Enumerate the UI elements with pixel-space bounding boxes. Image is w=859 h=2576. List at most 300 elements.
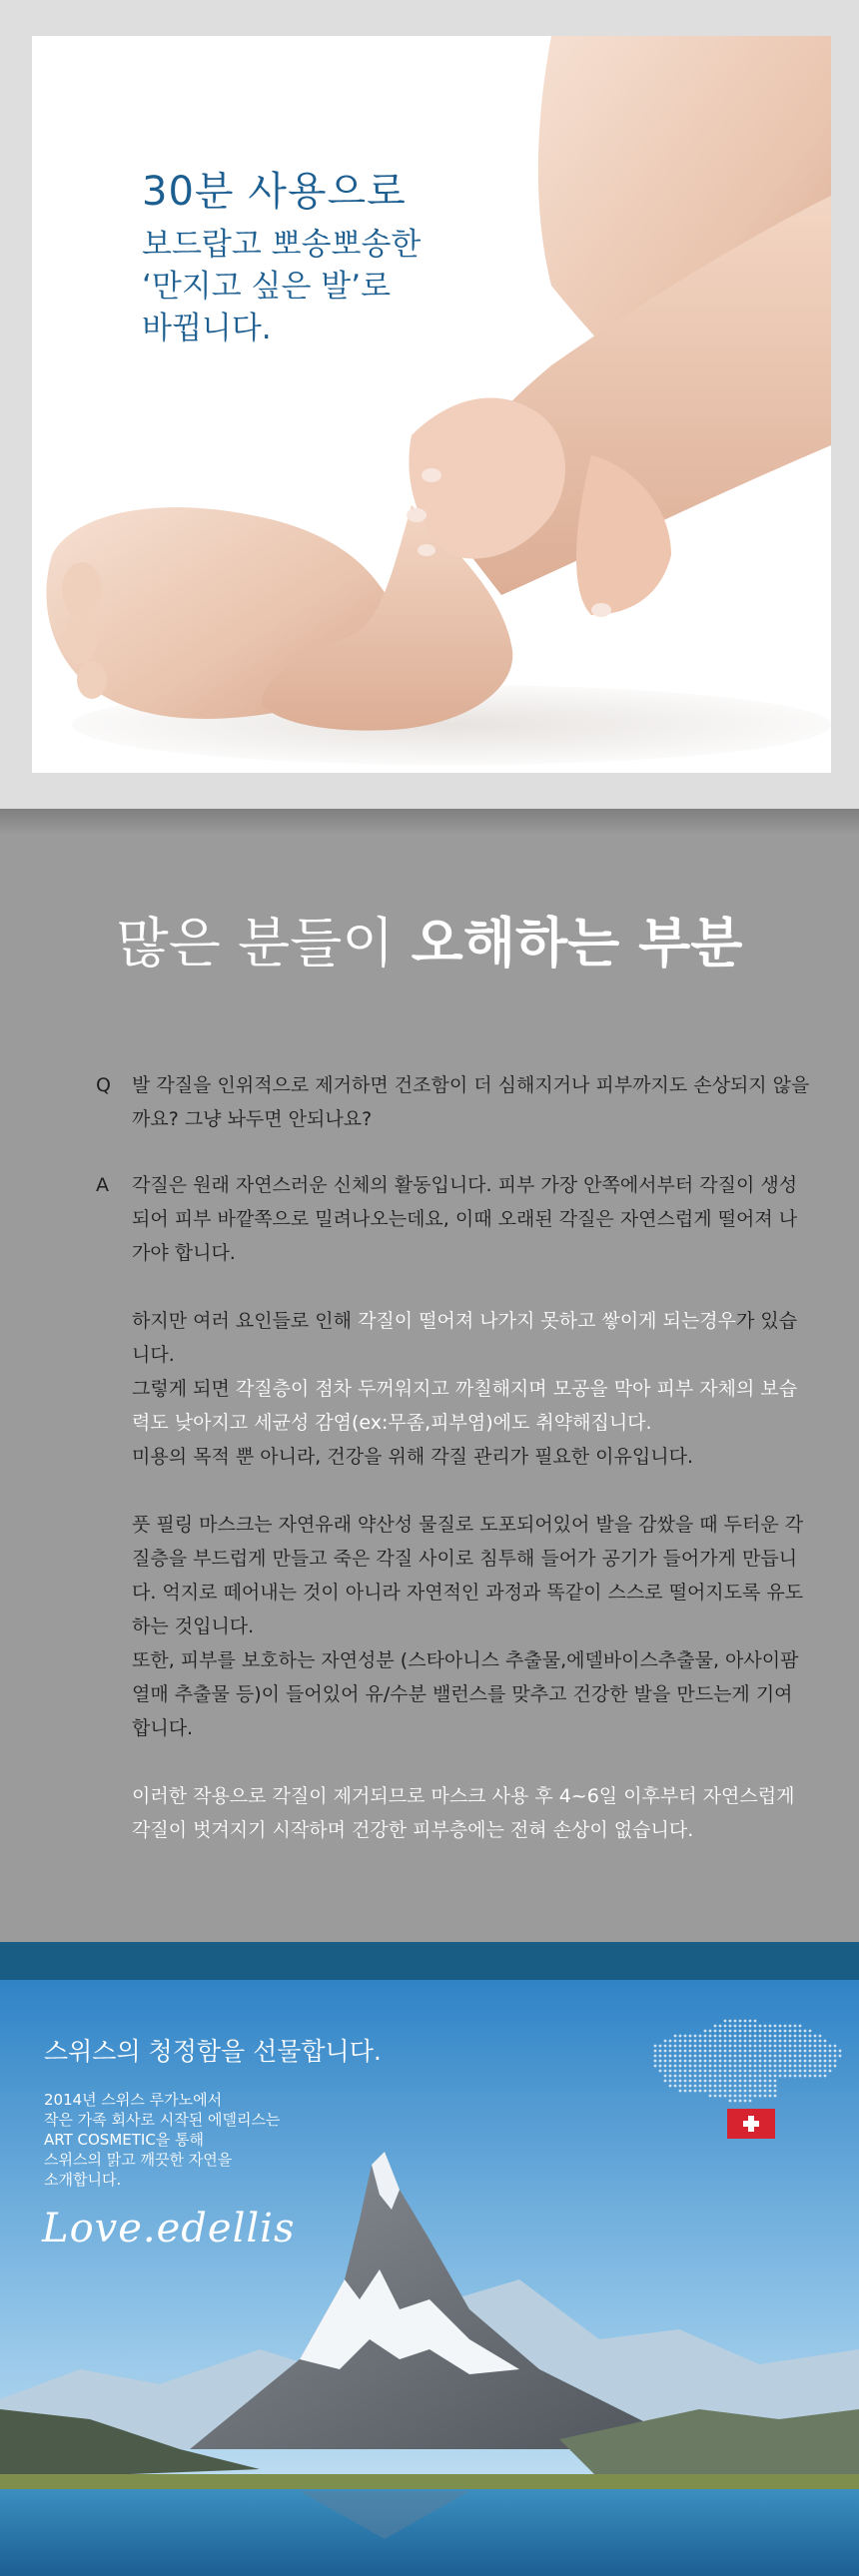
map-dot bbox=[709, 2045, 712, 2048]
map-dot bbox=[694, 2055, 697, 2058]
map-dot bbox=[684, 2045, 687, 2048]
map-dot bbox=[694, 2085, 697, 2088]
map-dot bbox=[754, 2020, 757, 2023]
map-dot bbox=[744, 2025, 747, 2028]
map-dot bbox=[719, 2045, 722, 2048]
map-dot bbox=[669, 2060, 672, 2063]
map-dot bbox=[749, 2095, 752, 2098]
map-dot bbox=[759, 2030, 762, 2033]
map-dot bbox=[744, 2055, 747, 2058]
map-dot bbox=[724, 2035, 727, 2038]
map-dot bbox=[744, 2040, 747, 2043]
map-dot bbox=[734, 2040, 737, 2043]
map-dot bbox=[759, 2025, 762, 2028]
map-dot bbox=[704, 2085, 707, 2088]
map-dot bbox=[719, 2030, 722, 2033]
map-dot bbox=[799, 2075, 802, 2078]
map-dot bbox=[729, 2070, 732, 2073]
map-dot bbox=[729, 2020, 732, 2023]
map-dot bbox=[814, 2065, 817, 2068]
map-dot bbox=[704, 2060, 707, 2063]
map-dot bbox=[789, 2055, 792, 2058]
map-dot bbox=[744, 2050, 747, 2053]
map-dot bbox=[774, 2055, 777, 2058]
answer-paragraph: 또한, 피부를 보호하는 자연성분 (스타아니스 추출물,에델바이스추출물, 아사이팜 열매 추출물 등)이 들어있어 유/수분 밸런스를 맞추고 건강한 발을 만드는게 기여 합니다. bbox=[132, 1649, 799, 1739]
map-dot bbox=[689, 2075, 692, 2078]
map-dot bbox=[699, 2055, 702, 2058]
map-dot bbox=[729, 2085, 732, 2088]
map-dot bbox=[714, 2070, 717, 2073]
map-dot bbox=[764, 2095, 767, 2098]
map-dot bbox=[754, 2035, 757, 2038]
map-dot bbox=[684, 2055, 687, 2058]
map-dot bbox=[759, 2065, 762, 2068]
map-dot bbox=[694, 2075, 697, 2078]
map-dot bbox=[714, 2095, 717, 2098]
map-dot bbox=[824, 2050, 827, 2053]
map-dot bbox=[754, 2030, 757, 2033]
map-dot bbox=[679, 2055, 682, 2058]
map-dot bbox=[684, 2085, 687, 2088]
map-dot bbox=[689, 2065, 692, 2068]
map-dot bbox=[734, 2055, 737, 2058]
map-dot bbox=[779, 2060, 782, 2063]
map-dot bbox=[764, 2050, 767, 2053]
map-dot bbox=[814, 2045, 817, 2048]
map-dot bbox=[794, 2040, 797, 2043]
map-dot bbox=[784, 2045, 787, 2048]
map-dot bbox=[764, 2065, 767, 2068]
map-dot bbox=[754, 2070, 757, 2073]
map-dot bbox=[679, 2070, 682, 2073]
map-dot bbox=[714, 2075, 717, 2078]
map-dot bbox=[729, 2095, 732, 2098]
map-dot bbox=[799, 2050, 802, 2053]
map-dot bbox=[794, 2050, 797, 2053]
faq-title bbox=[0, 909, 859, 978]
map-dot bbox=[804, 2050, 807, 2053]
map-dot bbox=[794, 2030, 797, 2033]
map-dot bbox=[804, 2055, 807, 2058]
map-dot bbox=[799, 2035, 802, 2038]
answer-paragraph-highlight: 이러한 작용으로 각질이 제거되므로 마스크 사용 후 4~6일 이후부터 자연스럽게 각질이 벗겨지기 시작하며 건강한 피부층에는 전혀 손상이 없습니다. bbox=[132, 1785, 795, 1841]
hero-line-2: 보드랍고 뽀송뽀송한 bbox=[142, 227, 422, 263]
question-mark-label: Q bbox=[96, 1074, 111, 1096]
answer-text bbox=[132, 1168, 811, 1847]
map-dot bbox=[704, 2040, 707, 2043]
map-dot bbox=[784, 2035, 787, 2038]
map-dot bbox=[759, 2090, 762, 2093]
map-dot bbox=[724, 2085, 727, 2088]
map-dot bbox=[764, 2055, 767, 2058]
map-dot bbox=[669, 2040, 672, 2043]
map-dot bbox=[704, 2050, 707, 2053]
map-dot bbox=[764, 2035, 767, 2038]
map-dot bbox=[744, 2075, 747, 2078]
map-dot bbox=[754, 2045, 757, 2048]
map-dot bbox=[694, 2045, 697, 2048]
feet-image bbox=[32, 36, 831, 773]
map-dot bbox=[739, 2085, 742, 2088]
map-dot bbox=[719, 2065, 722, 2068]
map-dot bbox=[719, 2095, 722, 2098]
map-dot bbox=[739, 2070, 742, 2073]
map-dot bbox=[749, 2040, 752, 2043]
map-dot bbox=[724, 2080, 727, 2083]
map-dot bbox=[819, 2075, 822, 2078]
map-dot bbox=[684, 2060, 687, 2063]
answer-paragraph: 풋 필링 마스크는 자연유래 약산성 물질로 도포되어있어 발을 감쌌을 때 두터운 각질층을 부드럽게 만들고 죽은 각질 사이로 침투해 들어가 공기가 들어가게 만듭니다. 억지로 떼어내는 것이 아니라 자연적인 과정과 똑같이 스스로 떨어지도록 유도하는 것입니다. bbox=[132, 1514, 804, 1637]
map-dot bbox=[684, 2035, 687, 2038]
map-dot bbox=[724, 2095, 727, 2098]
map-dot bbox=[654, 2060, 657, 2063]
map-dot bbox=[729, 2060, 732, 2063]
map-dot bbox=[794, 2045, 797, 2048]
map-dot bbox=[729, 2075, 732, 2078]
map-dot bbox=[674, 2060, 677, 2063]
map-dot bbox=[669, 2055, 672, 2058]
map-dot bbox=[769, 2075, 772, 2078]
map-dot bbox=[684, 2090, 687, 2093]
map-dot bbox=[749, 2085, 752, 2088]
map-dot bbox=[694, 2065, 697, 2068]
map-dot bbox=[714, 2045, 717, 2048]
map-dot bbox=[674, 2035, 677, 2038]
highlight-text: 각질층이 점차 두꺼워지고 까칠해지며 모공을 막아 피부 자체의 보습력도 낮아지고 세균성 감염(ex:무좀,피부염)에도 취약해집니다. bbox=[132, 1378, 798, 1434]
map-dot bbox=[799, 2065, 802, 2068]
map-dot bbox=[709, 2050, 712, 2053]
map-dot bbox=[669, 2065, 672, 2068]
map-dot bbox=[679, 2090, 682, 2093]
map-dot bbox=[754, 2025, 757, 2028]
answer-paragraph: 하지만 여러 요인들로 인해 각질이 떨어져 나가지 못하고 쌓이게 되는경우가 있습니다. bbox=[132, 1310, 798, 1366]
map-dot bbox=[739, 2040, 742, 2043]
map-dot bbox=[754, 2075, 757, 2078]
map-dot bbox=[719, 2050, 722, 2053]
map-dot bbox=[754, 2060, 757, 2063]
map-dot bbox=[724, 2090, 727, 2093]
map-dot bbox=[679, 2075, 682, 2078]
map-dot bbox=[824, 2070, 827, 2073]
map-dot bbox=[744, 2060, 747, 2063]
map-dot bbox=[699, 2045, 702, 2048]
map-dot bbox=[724, 2025, 727, 2028]
map-dot bbox=[739, 2050, 742, 2053]
map-dot bbox=[789, 2025, 792, 2028]
map-dot bbox=[689, 2045, 692, 2048]
map-dot bbox=[679, 2050, 682, 2053]
highlight-text: 각질이 떨어져 나가지 못하고 쌓이게 되는경우 bbox=[358, 1310, 736, 1332]
map-dot bbox=[714, 2090, 717, 2093]
map-dot bbox=[749, 2030, 752, 2033]
map-dot bbox=[834, 2060, 837, 2063]
map-dot bbox=[694, 2080, 697, 2083]
hero-line-1: 30분 사용으로 bbox=[142, 169, 407, 215]
map-dot bbox=[774, 2050, 777, 2053]
map-dot bbox=[754, 2095, 757, 2098]
map-dot bbox=[779, 2065, 782, 2068]
map-dot bbox=[774, 2060, 777, 2063]
map-dot bbox=[759, 2080, 762, 2083]
map-dot bbox=[804, 2030, 807, 2033]
map-dot bbox=[664, 2060, 667, 2063]
map-dot bbox=[679, 2040, 682, 2043]
map-dot bbox=[724, 2075, 727, 2078]
map-dot bbox=[799, 2025, 802, 2028]
map-dot bbox=[739, 2075, 742, 2078]
map-dot bbox=[714, 2040, 717, 2043]
map-dot bbox=[819, 2055, 822, 2058]
map-dot bbox=[739, 2060, 742, 2063]
map-dot bbox=[769, 2060, 772, 2063]
map-dot bbox=[664, 2080, 667, 2083]
map-dot bbox=[779, 2070, 782, 2073]
map-dot bbox=[819, 2050, 822, 2053]
map-dot bbox=[659, 2045, 662, 2048]
map-dot bbox=[784, 2070, 787, 2073]
map-dot bbox=[654, 2055, 657, 2058]
map-dot bbox=[774, 2090, 777, 2093]
map-dot bbox=[824, 2040, 827, 2043]
map-dot bbox=[719, 2035, 722, 2038]
map-dot bbox=[674, 2050, 677, 2053]
map-dot bbox=[699, 2065, 702, 2068]
map-dot bbox=[809, 2065, 812, 2068]
map-dot bbox=[714, 2025, 717, 2028]
map-dot bbox=[724, 2050, 727, 2053]
map-dot bbox=[664, 2070, 667, 2073]
hero-line-3: ‘만지고 싶은 발’로 bbox=[142, 269, 392, 305]
map-dot bbox=[704, 2080, 707, 2083]
map-dot bbox=[724, 2060, 727, 2063]
map-dot bbox=[804, 2075, 807, 2078]
map-dot bbox=[744, 2080, 747, 2083]
map-dot bbox=[734, 2100, 737, 2103]
map-dot bbox=[824, 2060, 827, 2063]
map-dot bbox=[749, 2045, 752, 2048]
map-dot bbox=[689, 2085, 692, 2088]
map-dot bbox=[734, 2045, 737, 2048]
map-dot bbox=[674, 2075, 677, 2078]
map-dot bbox=[764, 2075, 767, 2078]
map-dot bbox=[784, 2030, 787, 2033]
map-dot bbox=[809, 2040, 812, 2043]
map-dot bbox=[759, 2035, 762, 2038]
map-dot bbox=[709, 2080, 712, 2083]
map-dot bbox=[734, 2050, 737, 2053]
swiss-flag-icon bbox=[727, 2109, 775, 2139]
map-dot bbox=[754, 2090, 757, 2093]
map-dot bbox=[774, 2045, 777, 2048]
map-dot bbox=[689, 2080, 692, 2083]
map-dot bbox=[819, 2045, 822, 2048]
map-dot bbox=[689, 2090, 692, 2093]
map-dot bbox=[814, 2040, 817, 2043]
map-dot bbox=[829, 2065, 832, 2068]
map-dot bbox=[729, 2080, 732, 2083]
map-dot bbox=[784, 2075, 787, 2078]
map-dot bbox=[794, 2060, 797, 2063]
map-dot bbox=[739, 2095, 742, 2098]
map-dot bbox=[684, 2050, 687, 2053]
map-dot bbox=[674, 2045, 677, 2048]
map-dot bbox=[779, 2075, 782, 2078]
map-dot bbox=[689, 2070, 692, 2073]
map-dot bbox=[669, 2070, 672, 2073]
map-dot bbox=[834, 2045, 837, 2048]
map-dot bbox=[834, 2065, 837, 2068]
map-dot bbox=[799, 2030, 802, 2033]
map-dot bbox=[789, 2035, 792, 2038]
map-dot bbox=[834, 2050, 837, 2053]
map-dot bbox=[809, 2075, 812, 2078]
map-dot bbox=[774, 2065, 777, 2068]
map-dot bbox=[794, 2035, 797, 2038]
map-dot bbox=[784, 2025, 787, 2028]
map-dot bbox=[704, 2065, 707, 2068]
map-dot bbox=[754, 2085, 757, 2088]
faq-section bbox=[0, 809, 859, 1942]
map-dot bbox=[754, 2040, 757, 2043]
map-dot bbox=[709, 2060, 712, 2063]
map-dot bbox=[749, 2020, 752, 2023]
map-dot bbox=[764, 2070, 767, 2073]
map-dot bbox=[709, 2075, 712, 2078]
map-dot bbox=[654, 2065, 657, 2068]
map-dot bbox=[734, 2035, 737, 2038]
map-dot bbox=[734, 2065, 737, 2068]
map-dot bbox=[744, 2090, 747, 2093]
map-dot bbox=[749, 2080, 752, 2083]
map-dot bbox=[704, 2070, 707, 2073]
map-dot bbox=[719, 2055, 722, 2058]
map-dot bbox=[714, 2065, 717, 2068]
map-dot bbox=[744, 2020, 747, 2023]
map-dot bbox=[709, 2055, 712, 2058]
map-dot bbox=[729, 2090, 732, 2093]
map-dot bbox=[794, 2055, 797, 2058]
map-dot bbox=[739, 2100, 742, 2103]
map-dot bbox=[799, 2055, 802, 2058]
map-dot bbox=[729, 2055, 732, 2058]
map-dot bbox=[779, 2040, 782, 2043]
map-dot bbox=[784, 2055, 787, 2058]
map-dot bbox=[669, 2075, 672, 2078]
map-dot bbox=[744, 2095, 747, 2098]
map-dot bbox=[769, 2065, 772, 2068]
map-dot bbox=[759, 2050, 762, 2053]
map-dot bbox=[754, 2055, 757, 2058]
map-dot bbox=[824, 2075, 827, 2078]
map-dot bbox=[809, 2045, 812, 2048]
map-dot bbox=[659, 2055, 662, 2058]
map-dot bbox=[749, 2060, 752, 2063]
map-dot bbox=[804, 2070, 807, 2073]
map-dot bbox=[789, 2065, 792, 2068]
map-dot bbox=[704, 2035, 707, 2038]
map-dot bbox=[734, 2085, 737, 2088]
map-dot bbox=[804, 2060, 807, 2063]
map-dot bbox=[759, 2040, 762, 2043]
map-dot bbox=[779, 2045, 782, 2048]
map-dot bbox=[819, 2035, 822, 2038]
map-dot bbox=[804, 2045, 807, 2048]
map-dot bbox=[789, 2045, 792, 2048]
map-dot bbox=[659, 2060, 662, 2063]
map-dot bbox=[704, 2055, 707, 2058]
map-dot bbox=[774, 2070, 777, 2073]
map-dot bbox=[719, 2075, 722, 2078]
map-dot bbox=[679, 2085, 682, 2088]
map-dot bbox=[719, 2040, 722, 2043]
map-dot bbox=[654, 2045, 657, 2048]
map-dot bbox=[789, 2070, 792, 2073]
map-dot bbox=[699, 2035, 702, 2038]
map-dot bbox=[699, 2075, 702, 2078]
map-dot bbox=[764, 2090, 767, 2093]
map-dot bbox=[719, 2025, 722, 2028]
map-dot bbox=[659, 2070, 662, 2073]
map-dot bbox=[759, 2075, 762, 2078]
map-dot bbox=[779, 2055, 782, 2058]
map-dot bbox=[714, 2050, 717, 2053]
map-dot bbox=[729, 2050, 732, 2053]
map-dot bbox=[734, 2095, 737, 2098]
map-dot bbox=[814, 2055, 817, 2058]
map-dot bbox=[694, 2035, 697, 2038]
swiss-title: 스위스의 청정함을 선물합니다. bbox=[44, 2037, 382, 2066]
map-dot bbox=[749, 2070, 752, 2073]
map-dot bbox=[799, 2060, 802, 2063]
map-dot bbox=[719, 2070, 722, 2073]
map-dot bbox=[814, 2050, 817, 2053]
map-dot bbox=[744, 2030, 747, 2033]
map-dot bbox=[669, 2085, 672, 2088]
map-dot bbox=[829, 2050, 832, 2053]
map-dot bbox=[724, 2065, 727, 2068]
map-dot bbox=[749, 2035, 752, 2038]
map-dot bbox=[814, 2035, 817, 2038]
map-dot bbox=[714, 2030, 717, 2033]
map-dot bbox=[739, 2035, 742, 2038]
map-dot bbox=[769, 2095, 772, 2098]
map-dot bbox=[699, 2060, 702, 2063]
map-dot bbox=[824, 2065, 827, 2068]
map-dot bbox=[694, 2060, 697, 2063]
hero-card bbox=[32, 36, 831, 773]
map-dot bbox=[759, 2045, 762, 2048]
map-dot bbox=[749, 2025, 752, 2028]
map-dot bbox=[709, 2040, 712, 2043]
map-dot bbox=[684, 2075, 687, 2078]
swiss-description: 2014년 스위스 루가노에서 작은 가족 회사로 시작된 에델리스는 ART COSMETIC을 통해 스위스의 맑고 깨끗한 자연을 소개합니다. bbox=[44, 2091, 281, 2189]
map-dot bbox=[689, 2060, 692, 2063]
map-dot bbox=[809, 2070, 812, 2073]
map-dot bbox=[769, 2080, 772, 2083]
map-dot bbox=[749, 2100, 752, 2103]
map-dot bbox=[769, 2070, 772, 2073]
map-dot bbox=[794, 2075, 797, 2078]
map-dot bbox=[764, 2080, 767, 2083]
map-dot bbox=[699, 2070, 702, 2073]
map-dot bbox=[739, 2080, 742, 2083]
map-dot bbox=[734, 2020, 737, 2023]
map-dot bbox=[674, 2055, 677, 2058]
map-dot bbox=[769, 2050, 772, 2053]
map-dot bbox=[744, 2070, 747, 2073]
map-dot bbox=[764, 2060, 767, 2063]
map-dot bbox=[694, 2090, 697, 2093]
